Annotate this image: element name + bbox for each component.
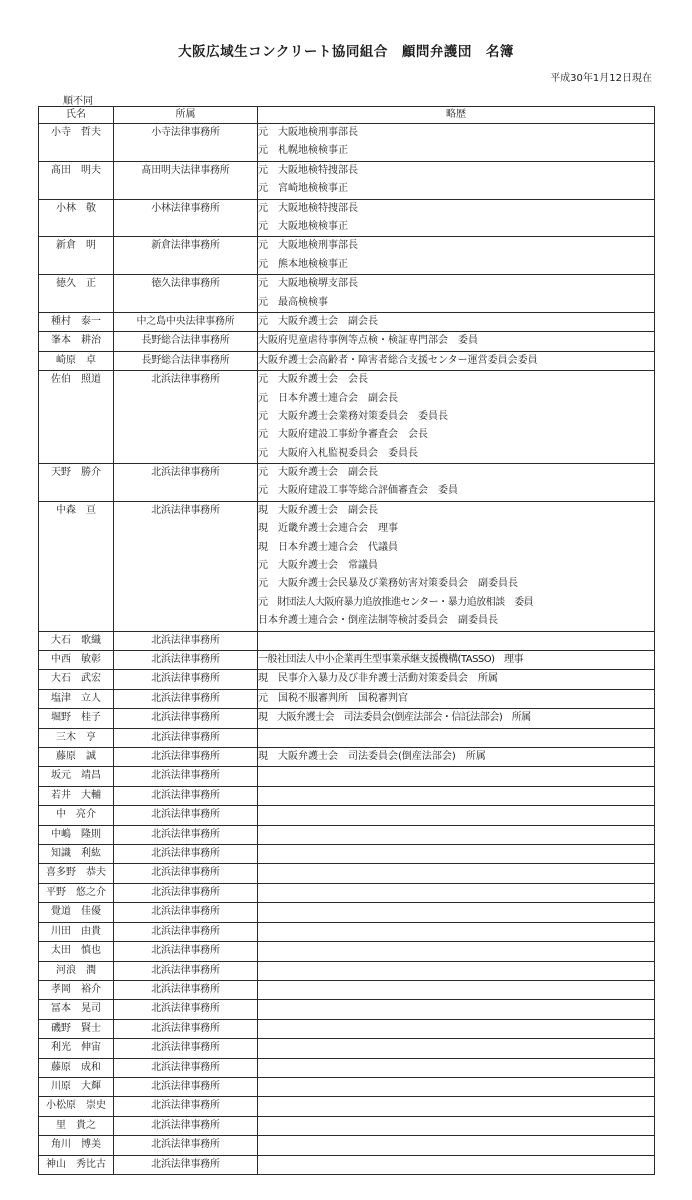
career-line [258,864,654,882]
member-name: 佐伯 照道 [39,371,114,464]
career-line: 大阪弁護士会高齢者・障害者総合支援センター運営委員会委員 [258,354,538,366]
member-career [258,942,655,961]
career-line: 元 日本弁護士連合会 副会長 [258,392,398,404]
member-career [258,161,655,199]
member-name: 堀野 桂子 [39,709,114,728]
table-row [39,942,655,961]
member-name: 大石 歌織 [39,631,114,650]
table-row [39,980,655,999]
table-row [39,961,655,980]
member-office: 北浜法律事務所 [114,728,258,747]
member-career [258,1077,655,1096]
member-office: 北浜法律事務所 [114,1097,258,1116]
member-career [258,689,655,708]
table-row [39,786,655,805]
member-office: 北浜法律事務所 [114,1000,258,1019]
member-name: 新倉 明 [39,237,114,275]
member-name: 喜多野 恭夫 [39,864,114,883]
member-office: 北浜法律事務所 [114,748,258,767]
table-row [39,1000,655,1019]
member-name: 里 貴之 [39,1116,114,1135]
member-office: 北浜法律事務所 [114,903,258,922]
member-career [258,651,655,670]
member-career [258,670,655,689]
document-date: 平成30年1月12日現在 [550,73,652,84]
table-row [39,651,655,670]
member-office: 北浜法律事務所 [114,883,258,902]
member-career [258,1136,655,1155]
member-office: 北浜法律事務所 [114,709,258,728]
member-office: 北浜法律事務所 [114,689,258,708]
table-row [39,1136,655,1155]
member-career [258,786,655,805]
career-line: 現 大阪弁護士会 司法委員会(倒産法部会・信託法部会) 所属 [258,712,531,724]
career-line [258,1097,654,1115]
career-line [258,1136,654,1154]
member-name: 塩津 立人 [39,689,114,708]
table-row [39,1077,655,1096]
column-header-career: 略歴 [258,107,655,124]
member-office: 北浜法律事務所 [114,631,258,650]
member-career [258,748,655,767]
roster-table [38,106,655,1175]
member-name: 崎原 卓 [39,351,114,370]
member-name: 孝岡 裕介 [39,980,114,999]
member-career [258,199,655,237]
career-line: 大阪府児童虐待事例等点検・検証専門部会 委員 [258,335,478,347]
member-name: 三木 亨 [39,728,114,747]
career-line [258,1117,654,1135]
member-career [258,806,655,825]
career-line [258,729,654,747]
member-name: 角川 博美 [39,1136,114,1155]
member-office: 北浜法律事務所 [114,670,258,689]
career-line: 元 大阪地検堺支部長 [258,278,358,290]
member-name: 中 亮介 [39,806,114,825]
member-name: 小松原 崇史 [39,1097,114,1116]
career-line [258,826,654,844]
member-office: 北浜法律事務所 [114,371,258,464]
table-row [39,351,655,370]
member-office: 中之島中央法律事務所 [114,312,258,331]
member-career [258,312,655,331]
career-line: 元 大阪弁護士会 副会長 [258,467,378,479]
table-row [39,1039,655,1058]
member-career [258,728,655,747]
member-career [258,980,655,999]
table-row [39,237,655,275]
document-title: 大阪広域生コンクリート協同組合 顧問弁護団 名簿 [178,44,514,60]
career-line [258,845,654,863]
table-row [39,864,655,883]
member-career [258,237,655,275]
table-row [39,312,655,331]
member-name: 藤原 誠 [39,748,114,767]
member-name: 髙田 明夫 [39,161,114,199]
member-name: 天野 勝介 [39,464,114,502]
table-row [39,464,655,502]
member-office: 小寺法律事務所 [114,124,258,162]
career-line [258,1156,654,1174]
career-line: 元 熊本地検検事正 [258,258,348,270]
member-name: 川田 由貴 [39,922,114,941]
career-line: 元 大阪弁護士会 常議員 [258,560,378,572]
member-office: 北浜法律事務所 [114,825,258,844]
member-name: 利光 伸宙 [39,1039,114,1058]
roster-body [39,124,655,1175]
member-career [258,1000,655,1019]
member-name: 中森 亘 [39,501,114,631]
member-office: 北浜法律事務所 [114,1077,258,1096]
career-line: 現 民事介入暴力及び非弁護士活動対策委員会 所属 [258,673,498,685]
member-name: 覺道 佳優 [39,903,114,922]
column-header-office: 所属 [114,107,258,124]
career-line [258,884,654,902]
member-name: 河浪 潤 [39,961,114,980]
member-office: 北浜法律事務所 [114,1155,258,1174]
member-office: 北浜法律事務所 [114,767,258,786]
column-header-name: 氏名 [39,107,114,124]
member-career [258,332,655,351]
career-line [258,1020,654,1038]
table-row [39,332,655,351]
member-career [258,501,655,631]
table-row [39,883,655,902]
member-office: 髙田明夫法律事務所 [114,161,258,199]
career-line: 現 大阪弁護士会 副会長 [258,504,378,516]
career-line: 元 大阪弁護士会 会長 [258,374,368,386]
member-career [258,1039,655,1058]
table-row [39,371,655,464]
member-career [258,631,655,650]
member-name: 藤原 成和 [39,1058,114,1077]
table-row [39,1058,655,1077]
career-line [258,787,654,805]
member-career [258,709,655,728]
career-line: 元 大阪弁護士会 副会長 [258,315,378,327]
table-row [39,806,655,825]
member-name: 平野 悠之介 [39,883,114,902]
member-career [258,864,655,883]
member-name: 中西 敏彰 [39,651,114,670]
member-name: 冨本 晃司 [39,1000,114,1019]
career-line: 元 大阪府建設工事紛争審査会 会長 [258,429,428,441]
career-line: 元 大阪地検特捜部長 [258,164,358,176]
career-line: 現 日本弁護士連合会 代議員 [258,541,398,553]
member-name: 坂元 靖昌 [39,767,114,786]
table-row [39,124,655,162]
career-line: 元 大阪地検特捜部長 [258,202,358,214]
member-office: 北浜法律事務所 [114,806,258,825]
member-career [258,1019,655,1038]
table-row [39,845,655,864]
table-row [39,199,655,237]
table-row [39,670,655,689]
member-name: 小寺 哲夫 [39,124,114,162]
member-career [258,883,655,902]
career-line: 元 財団法人大阪府暴力追放推進センター・暴力追放相談 委員 [258,596,534,608]
member-career [258,464,655,502]
table-row [39,767,655,786]
member-career [258,845,655,864]
member-office: 長野総合法律事務所 [114,332,258,351]
career-line: 元 大阪弁護士会業務対策委員会 委員長 [258,410,448,422]
table-row [39,275,655,313]
member-name: 神山 秀比古 [39,1155,114,1174]
header-row [39,107,655,124]
career-line [258,1059,654,1077]
member-office: 新倉法律事務所 [114,237,258,275]
table-row [39,689,655,708]
member-office: 北浜法律事務所 [114,1116,258,1135]
member-office: 北浜法律事務所 [114,1136,258,1155]
member-office: 北浜法律事務所 [114,942,258,961]
career-line: 一般社団法人中小企業再生型事業承継支援機構(TASSO) 理事 [258,654,524,665]
table-row [39,1116,655,1135]
career-line: 元 大阪地検刑事部長 [258,240,358,252]
table-row [39,748,655,767]
member-office: 北浜法律事務所 [114,980,258,999]
member-name: 知識 利紘 [39,845,114,864]
member-career [258,1097,655,1116]
table-row [39,1097,655,1116]
table-row [39,922,655,941]
roster-header [39,107,655,124]
table-row [39,161,655,199]
member-office: 北浜法律事務所 [114,961,258,980]
career-line: 元 国税不服審判所 国税審判官 [258,692,408,704]
career-line [258,903,654,921]
table-row [39,709,655,728]
member-career [258,1155,655,1174]
member-career [258,351,655,370]
member-name: 徳久 正 [39,275,114,313]
member-name: 中嶋 隆則 [39,825,114,844]
career-line [258,923,654,941]
career-line: 元 大阪弁護士会民暴及び業務妨害対策委員会 副委員長 [258,578,518,590]
career-line: 現 大阪弁護士会 司法委員会(倒産法部会) 所属 [258,751,486,763]
member-career [258,903,655,922]
member-career [258,961,655,980]
table-row [39,1155,655,1174]
member-name: 種村 泰一 [39,312,114,331]
member-name: 大石 武宏 [39,670,114,689]
career-line: 元 札幌地検検事正 [258,145,348,157]
member-career [258,124,655,162]
member-career [258,275,655,313]
member-office: 北浜法律事務所 [114,1058,258,1077]
member-career [258,922,655,941]
career-line: 現 近畿弁護士会連合会 理事 [258,523,398,535]
career-line: 元 大阪地検刑事部長 [258,127,358,138]
career-line [258,942,654,960]
member-office: 小林法律事務所 [114,199,258,237]
member-office: 北浜法律事務所 [114,501,258,631]
table-row [39,501,655,631]
career-line [258,1000,654,1018]
member-office: 北浜法律事務所 [114,1039,258,1058]
career-line: 元 大阪地検検事正 [258,220,348,232]
career-line: 元 大阪府入札監視委員会 委員長 [258,447,418,459]
member-career [258,371,655,464]
member-office: 北浜法律事務所 [114,845,258,864]
table-row [39,631,655,650]
member-name: 小林 敬 [39,199,114,237]
career-line [258,632,654,650]
career-line [258,806,654,824]
career-line: 日本弁護士連合会・倒産法制等検討委員会 副委員長 [258,615,498,627]
table-row [39,825,655,844]
career-line [258,1078,654,1096]
member-office: 長野総合法律事務所 [114,351,258,370]
career-line [258,1039,654,1057]
career-line: 元 宮崎地検検事正 [258,183,348,195]
career-line: 元 大阪府建設工事等総合評価審査会 委員 [258,485,458,497]
member-career [258,767,655,786]
table-row [39,903,655,922]
career-line [258,962,654,980]
member-office: 北浜法律事務所 [114,1019,258,1038]
member-name: 磯野 賢士 [39,1019,114,1038]
order-note: 順不同 [63,96,93,107]
career-line [258,767,654,785]
member-office: 北浜法律事務所 [114,922,258,941]
career-line: 元 最高検検事 [258,296,328,308]
member-name: 峯本 耕治 [39,332,114,351]
member-name: 太田 慎也 [39,942,114,961]
member-office: 北浜法律事務所 [114,651,258,670]
member-office: 北浜法律事務所 [114,464,258,502]
member-career [258,1058,655,1077]
member-office: 北浜法律事務所 [114,864,258,883]
table-row [39,728,655,747]
member-office: 徳久法律事務所 [114,275,258,313]
member-career [258,1116,655,1135]
member-name: 若井 大輔 [39,786,114,805]
member-office: 北浜法律事務所 [114,786,258,805]
career-line [258,981,654,999]
member-name: 川原 大輝 [39,1077,114,1096]
member-career [258,825,655,844]
table-row [39,1019,655,1038]
